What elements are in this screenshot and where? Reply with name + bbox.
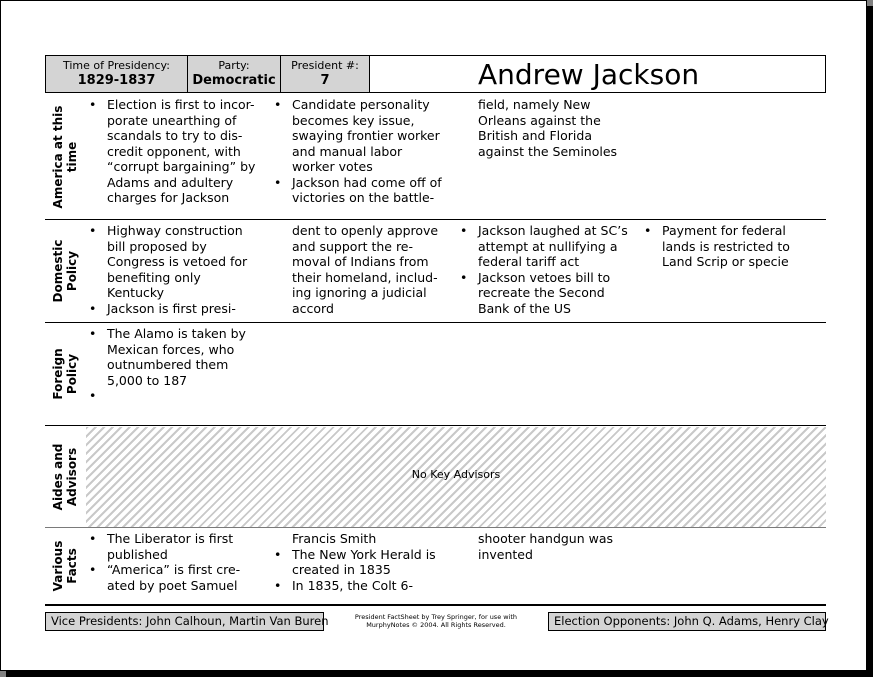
domestic-col-2 — [292, 223, 438, 316]
list-item: dent to openly approve and support the re- moval of Indians from their homeland, includ- ing ignoring a judicial accord — [292, 223, 439, 316]
row-divider — [45, 425, 826, 426]
bottom-divider — [45, 604, 826, 606]
list-item: • The Liberator is first published — [86, 531, 240, 562]
domestic-col-4 — [641, 223, 790, 270]
row-divider — [45, 219, 826, 220]
president-name: Andrew Jackson — [478, 58, 700, 91]
america-col-3 — [478, 97, 617, 159]
domestic-col-1 — [86, 223, 247, 316]
president-number-value: 7 — [320, 73, 330, 88]
president-name-cell — [370, 56, 825, 92]
list-item: • Jackson laughed at SC’s attempt at nullifying a federal tariff act — [457, 223, 628, 270]
president-number-label: President #: — [291, 59, 359, 72]
list-item: • The New York Herald is created in 1835 — [271, 547, 436, 578]
list-item: Francis Smith — [292, 531, 377, 546]
facts-col-3 — [478, 531, 613, 562]
party-cell — [188, 56, 281, 92]
foreign-col-1 — [86, 326, 246, 404]
time-label: Time of Presidency: — [63, 59, 170, 72]
vice-presidents-box: Vice Presidents: John Calhoun, Martin Van Buren — [45, 612, 324, 631]
list-item: • The Alamo is taken by Mexican forces, who outnumbered them 5,000 to 187 — [86, 326, 246, 388]
president-number-cell — [281, 56, 370, 92]
party-label: Party: — [218, 59, 250, 72]
no-key-advisors-text: No Key Advisors — [411, 468, 501, 481]
header-bar — [45, 55, 826, 93]
list-item-empty — [86, 388, 246, 404]
list-item: • Payment for federal lands is restricted to Land Scrip or specie — [641, 223, 790, 270]
list-item: • Jackson vetoes bill to recreate the Second Bank of the US — [457, 270, 628, 317]
list-item: • In 1835, the Colt 6- — [271, 578, 436, 594]
domestic-col-3 — [457, 223, 628, 316]
list-item: • Highway construction bill proposed by Congress is vetoed for benefiting only Kentucky — [86, 223, 247, 301]
credit-text: President FactSheet by Trey Springer, for use with MurphyNotes © 2004. All Rights Reserved. — [354, 613, 518, 629]
election-opponents-box: Election Opponents: John Q. Adams, Henry Clay — [548, 612, 826, 631]
row-label-facts: Various Facts — [51, 540, 79, 592]
list-item: • Candidate personality becomes key issue, swaying frontier worker and manual labor worker votes — [271, 97, 442, 175]
america-col-2 — [271, 97, 442, 206]
row-divider — [45, 322, 826, 323]
row-label-america: America at this time — [51, 105, 79, 208]
row-label-foreign: Foreign Policy — [51, 348, 79, 400]
row-label-aides: Aides and Advisors — [51, 443, 79, 510]
facts-col-1 — [86, 531, 240, 593]
page-shadow-right — [867, 6, 873, 677]
time-of-presidency-cell — [46, 56, 188, 92]
row-divider — [45, 527, 826, 528]
list-item: shooter handgun was invented — [478, 531, 614, 562]
list-item: • Jackson had come off of victories on the battle- — [271, 175, 442, 206]
page-shadow-bottom — [6, 671, 873, 677]
america-col-1 — [86, 97, 255, 206]
facts-col-2 — [271, 531, 436, 593]
list-item: • Jackson is first presi- — [86, 301, 247, 317]
time-value: 1829-1837 — [77, 73, 156, 88]
list-item: • Election is first to incor- porate unearthing of scandals to try to dis- credit opponent, with “corrupt bargaining” by Adams and adultery charges for Jackson — [86, 97, 255, 206]
list-item: field, namely New Orleans against the British and Florida against the Seminoles — [478, 97, 618, 159]
party-value: Democratic — [192, 73, 276, 88]
row-label-domestic: Domestic Policy — [51, 239, 79, 303]
list-item: • “America” is first cre- ated by poet Samuel — [86, 562, 240, 593]
